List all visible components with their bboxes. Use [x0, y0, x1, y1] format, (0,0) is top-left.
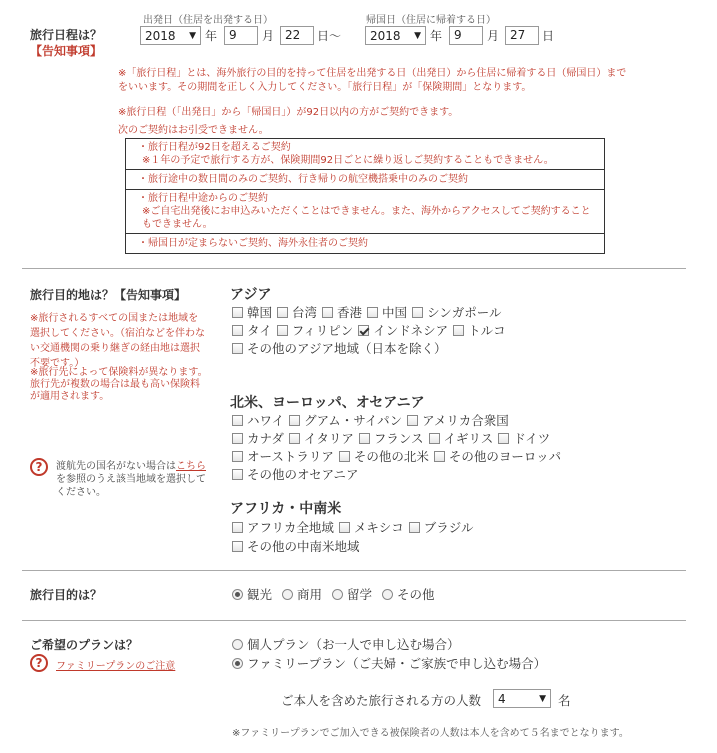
trip-dates-label: 旅行日程は？	[30, 28, 103, 42]
purpose-options	[232, 585, 440, 603]
checkbox-korea[interactable]: 韓国	[232, 303, 272, 321]
checkbox-indonesia[interactable]: インドネシア	[358, 321, 448, 339]
plan-label: ご希望のプランは？	[30, 638, 139, 652]
purpose-label: 旅行目的は？	[30, 588, 103, 602]
return-month-unit: 月	[487, 29, 500, 43]
checkbox-other-europe[interactable]: その他のヨーロッパ	[434, 447, 561, 465]
checkbox-africa[interactable]: アフリカ全地域	[232, 518, 334, 536]
asia-row-2	[232, 321, 511, 339]
checkbox-turkey[interactable]: トルコ	[453, 321, 506, 339]
radio-sightseeing[interactable]: 観光	[232, 585, 272, 603]
exclusions-box	[125, 138, 605, 254]
radio-individual-plan[interactable]: 個人プラン（お一人で申し込む場合）	[232, 635, 460, 653]
chevron-down-icon: ▼	[414, 30, 421, 41]
checkbox-uk[interactable]: イギリス	[429, 429, 494, 447]
checkbox-germany[interactable]: ドイツ	[498, 429, 550, 447]
traveler-count-select[interactable]: 4 ▼	[493, 689, 551, 708]
checkbox-other-latam[interactable]: その他の中南米地域	[232, 537, 360, 555]
plan-option-individual	[232, 635, 465, 653]
checkbox-taiwan[interactable]: 台湾	[277, 303, 317, 321]
checkbox-mexico[interactable]: メキシコ	[339, 518, 404, 536]
americas-row-2	[232, 429, 555, 447]
return-caption: 帰国日（住居に帰着する日）	[366, 15, 496, 26]
checkbox-singapore[interactable]: シンガポール	[412, 303, 501, 321]
checkbox-other-asia[interactable]: その他のアジア地域（日本を除く）	[232, 339, 447, 357]
radio-family-plan[interactable]: ファミリープラン（ご夫婦・ご家族で申し込む場合）	[232, 654, 546, 672]
destination-help-link[interactable]: こちら	[176, 461, 206, 472]
return-day-input[interactable]: 27	[505, 26, 539, 45]
checkbox-canada[interactable]: カナダ	[232, 429, 284, 447]
trip-dates-note-definition: ※「旅行日程」とは、海外旅行の目的を持って住居を出発する日（出発日）から住居に帰着する日（帰国日）までをいいます。その期間を正しく入力してください。「旅行日程」が「保険期間」となります。	[118, 68, 627, 93]
asia-row-1	[232, 303, 507, 321]
plan-option-family	[232, 654, 551, 672]
depart-month-input[interactable]: 9	[224, 26, 258, 45]
destination-help-text: 渡航先の国名がない場合はこちらを参照のうえ該当地域を選択してください。	[56, 461, 206, 498]
asia-row-3	[232, 339, 452, 357]
checkbox-usa[interactable]: アメリカ合衆国	[407, 411, 509, 429]
destination-note-select-all: ※旅行されるすべての国または地域を選択してください。（宿泊などを伴わない交通機関の乗り継ぎの経由地は選択不要です。）	[30, 313, 205, 369]
divider	[22, 268, 686, 269]
depart-caption: 出発日（住居を出発する日）	[143, 15, 273, 26]
checkbox-guam-saipan[interactable]: グアム・サイパン	[289, 411, 402, 429]
exclusion-row: ・旅行日程中途からのご契約 ※ご自宅出発後にお申込みいただくことはできません。また、海外からアクセスしてご契約することもできません。	[126, 190, 604, 234]
checkbox-brazil[interactable]: ブラジル	[409, 518, 474, 536]
trip-dates-note-limit: ※旅行日程（「出発日」から「帰国日」）が92日以内の方がご契約できます。	[118, 107, 459, 118]
chevron-down-icon: ▼	[539, 693, 546, 704]
checkbox-france[interactable]: フランス	[359, 429, 424, 447]
destination-label: 旅行目的地は？【告知事項】	[30, 288, 187, 302]
radio-business[interactable]: 商用	[282, 585, 322, 603]
americas-row-1	[232, 411, 514, 429]
help-icon[interactable]: ?	[30, 654, 48, 672]
depart-month-unit: 月	[262, 29, 275, 43]
return-year-unit: 年	[430, 29, 443, 43]
radio-study[interactable]: 留学	[332, 585, 372, 603]
help-icon[interactable]: ?	[30, 458, 48, 476]
family-plan-footnote: ※ファミリープランでご加入できる被保険者の人数は本人を含めて５名までとなります。	[232, 728, 629, 739]
checkbox-other-oceania[interactable]: その他のオセアニア	[232, 465, 359, 483]
checkbox-hongkong[interactable]: 香港	[322, 303, 362, 321]
americas-row-4	[232, 465, 364, 483]
exclusion-row: ・旅行途中の数日間のみのご契約、行き帰りの航空機搭乗中のみのご契約	[126, 170, 604, 190]
depart-day-input[interactable]: 22	[280, 26, 314, 45]
chevron-down-icon: ▼	[189, 30, 196, 41]
divider	[22, 620, 686, 621]
checkbox-australia[interactable]: オーストラリア	[232, 447, 334, 465]
return-day-unit: 日	[542, 29, 555, 43]
return-month-input[interactable]: 9	[449, 26, 483, 45]
americas-row-3	[232, 447, 566, 465]
checkbox-hawaii[interactable]: ハワイ	[232, 411, 284, 429]
africa-row-1	[232, 518, 478, 536]
traveler-count-unit: 名	[558, 693, 571, 708]
region-heading-africa-latam: アフリカ・中南米	[230, 501, 342, 517]
exclusion-row: ・旅行日程が92日を超えるご契約 ※１年の予定で旅行する方が、保険期間92日ごとに繰り返しご契約することもできません。	[126, 139, 604, 170]
depart-year-unit: 年	[205, 29, 218, 43]
family-plan-notice-link[interactable]: ファミリープランのご注意	[56, 661, 176, 672]
africa-row-2	[232, 537, 365, 555]
radio-other[interactable]: その他	[382, 585, 435, 603]
return-year-select[interactable]: 2018 ▼	[365, 26, 426, 45]
trip-dates-notice: 【告知事項】	[30, 44, 103, 58]
checkbox-thailand[interactable]: タイ	[232, 321, 272, 339]
divider	[22, 570, 686, 571]
destination-note-premium: ※旅行先によって保険料が異なります。旅行先が複数の場合は最も高い保険料が適用されます。	[30, 367, 208, 402]
region-heading-asia: アジア	[230, 287, 272, 303]
trip-dates-note-exclusions: 次のご契約はお引受できません。	[118, 125, 269, 136]
traveler-count-label: ご本人を含めた旅行される方の人数	[281, 693, 482, 708]
checkbox-philippines[interactable]: フィリピン	[277, 321, 354, 339]
checkbox-china[interactable]: 中国	[367, 303, 407, 321]
depart-day-unit: 日～	[317, 29, 342, 43]
depart-year-select[interactable]: 2018 ▼	[140, 26, 201, 45]
checkbox-italy[interactable]: イタリア	[289, 429, 354, 447]
exclusion-row: ・帰国日が定まらないご契約、海外永住者のご契約	[138, 238, 368, 249]
region-heading-americas-europe-oceania: 北米、ヨーロッパ、オセアニア	[230, 395, 425, 411]
checkbox-other-north-america[interactable]: その他の北米	[339, 447, 429, 465]
